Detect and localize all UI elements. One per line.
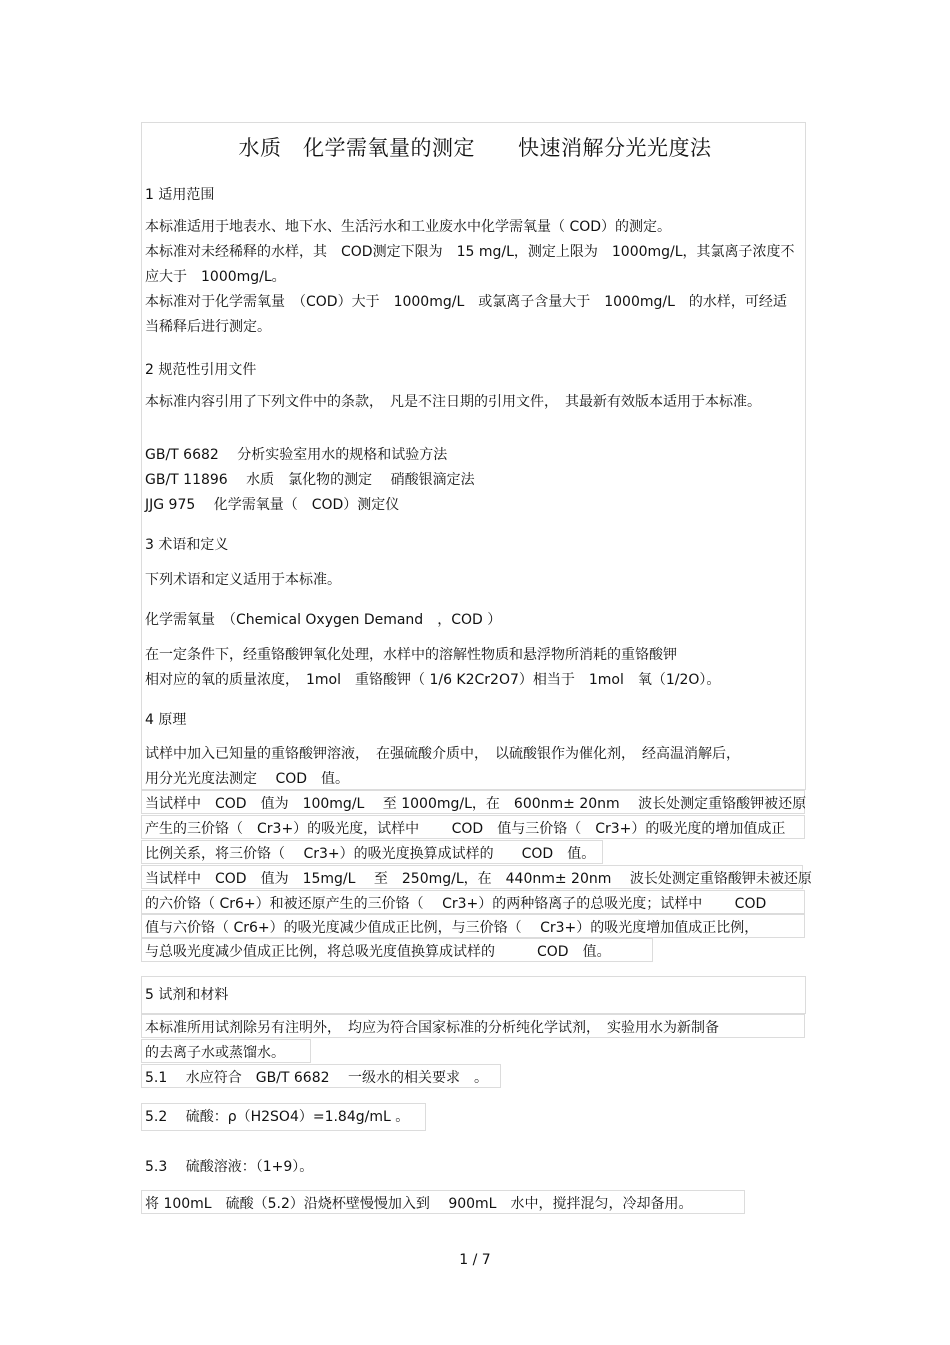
section-5-heading-box bbox=[141, 976, 806, 1014]
item-5-1: 5.1 水应符合 GB/T 6682 一级水的相关要求 。 bbox=[145, 1070, 488, 1086]
principle-low-line-4: 与总吸光度减少值成正比例，将总吸光度值换算成试样的 COD 值。 bbox=[145, 944, 611, 960]
reference-jjg975: JJG 975 化学需氧量（ COD）测定仪 bbox=[145, 497, 400, 513]
page-number: 1 / 7 bbox=[459, 1252, 491, 1268]
section-5-heading: 5 试剂和材料 bbox=[145, 987, 229, 1003]
section-1-para-3: 本标准对于化学需氧量 （COD）大于 1000mg/L 或氯离子含量大于 1000mg/L 的水样，可经适当稀释后进行测定。 bbox=[145, 294, 787, 335]
reference-gbt11896: GB/T 11896 水质 氯化物的测定 硝酸银滴定法 bbox=[145, 472, 475, 488]
principle-line-1: 试样中加入已知量的重铬酸钾溶液， 在强硫酸介质中， 以硫酸银作为催化剂， 经高温消解后， bbox=[145, 746, 740, 762]
reagent-line-1: 本标准所用试剂除另有注明外， 均应为符合国家标准的分析纯化学试剂， 实验用水为新制备 bbox=[145, 1020, 719, 1036]
principle-high-line-2: 产生的三价铬（ Cr3+）的吸光度，试样中 COD 值与三价铬（ Cr3+）的吸光度的增加值成正 bbox=[145, 821, 786, 837]
reagent-line-2: 的去离子水或蒸馏水。 bbox=[145, 1045, 285, 1061]
principle-low-line-2: 的六价铬（ Cr6+）和被还原产生的三价铬（ Cr3+）的两种铬离子的总吸光度；试样中 COD bbox=[145, 896, 767, 912]
principle-low-line-1: 当试样中 COD 值为 15mg/L 至 250mg/L，在 440nm± 20nm 波长处测定重铬酸钾未被还原 bbox=[145, 871, 812, 887]
section-4-heading: 4 原理 bbox=[145, 712, 187, 728]
definition-line-2: 相对应的氧的质量浓度， 1mol 重铬酸钾（ 1/6 K2Cr2O7）相当于 1mol 氧（1/2O）。 bbox=[145, 672, 721, 688]
section-1-para-2: 本标准对未经稀释的水样，其 COD测定下限为 15 mg/L，测定上限为 1000mg/L，其氯离子浓度不应大于 1000mg/L。 bbox=[145, 244, 795, 285]
document-title: 水质 化学需氧量的测定 快速消解分光光度法 bbox=[238, 136, 712, 160]
section-3-para-1: 下列术语和定义适用于本标准。 bbox=[145, 572, 341, 588]
section-2-heading: 2 规范性引用文件 bbox=[145, 362, 257, 378]
item-5-2: 5.2 硫酸：ρ（H2SO4）=1.84g/mL 。 bbox=[145, 1109, 410, 1125]
section-2-para-1: 本标准内容引用了下列文件中的条款， 凡是不注日期的引用文件， 其最新有效版本适用于本标准。 bbox=[145, 394, 761, 410]
principle-low-line-3: 值与六价铬（ Cr6+）的吸光度减少值成正比例，与三价铬（ Cr3+）的吸光度增加值成正比例， bbox=[145, 920, 759, 936]
item-5-3: 5.3 硫酸溶液：（1+9）。 bbox=[145, 1159, 314, 1175]
term-cod: 化学需氧量 （Chemical Oxygen Demand ，COD ） bbox=[145, 612, 502, 628]
section-1-heading: 1 适用范围 bbox=[145, 187, 215, 203]
section-3-heading: 3 术语和定义 bbox=[145, 537, 229, 553]
principle-line-2: 用分光光度法测定 COD 值。 bbox=[145, 771, 350, 787]
principle-high-line-1: 当试样中 COD 值为 100mg/L 至 1000mg/L，在 600nm± 20nm 波长处测定重铬酸钾被还原 bbox=[145, 796, 807, 812]
section-1-para-1: 本标准适用于地表水、地下水、生活污水和工业废水中化学需氧量（ COD）的测定。 bbox=[145, 219, 672, 235]
principle-high-line-3: 比例关系，将三价铬（ Cr3+）的吸光度换算成试样的 COD 值。 bbox=[145, 846, 596, 862]
item-5-3-desc: 将 100mL 硫酸（5.2）沿烧杯壁慢慢加入到 900mL 水中，搅拌混匀，冷却备用。 bbox=[145, 1196, 693, 1212]
reference-gbt6682: GB/T 6682 分析实验室用水的规格和试验方法 bbox=[145, 447, 448, 463]
definition-line-1: 在一定条件下，经重铬酸钾氧化处理，水样中的溶解性物质和悬浮物所消耗的重铬酸钾 bbox=[145, 647, 677, 663]
